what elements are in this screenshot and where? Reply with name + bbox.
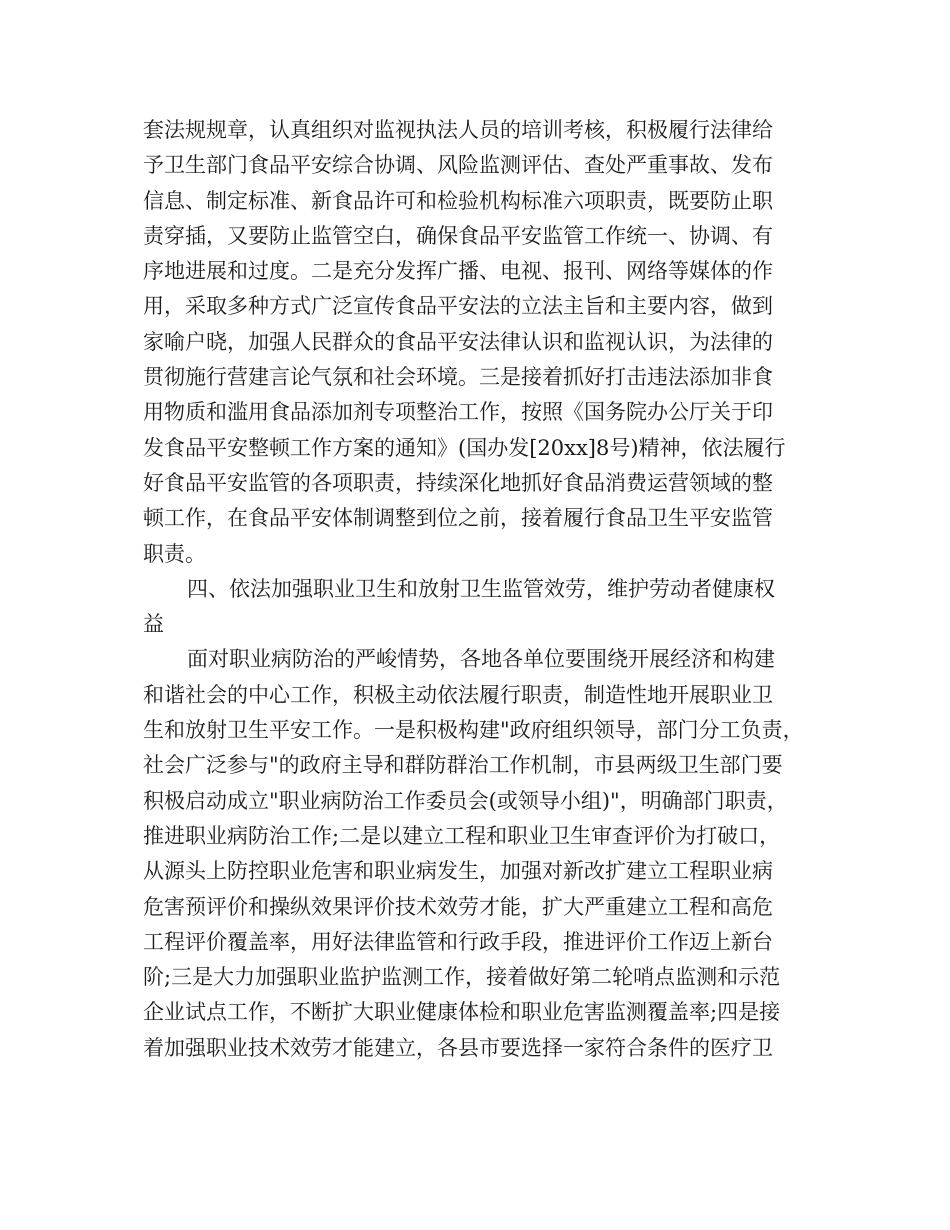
text-line: 积极启动成立"职业病防治工作委员会(或领导小组)"，明确部门职责， (143, 788, 788, 813)
text-line: 贯彻施行营建言论气氛和社会环境。三是接着抓好打击违法添加非食 (143, 365, 773, 390)
text-line: 和谐社会的中心工作，积极主动依法履行职责，制造性地开展职业卫 (143, 682, 773, 707)
text-line: 责穿插，又要防止监管空白，确保食品平安监管工作统一、协调、有 (143, 223, 773, 248)
body-text (143, 113, 823, 1066)
text-line: 阶;三是大力加强职业监护监测工作，接着做好第二轮哨点监测和示范 (143, 965, 781, 990)
text-line: 发食品平安整顿工作方案的通知》(国办发[20xx]8号)精神，依法履行 (143, 435, 786, 460)
text-line: 生和放射卫生平安工作。一是积极构建"政府组织领导，部门分工负责， (143, 718, 804, 743)
section-heading-continued: 益 (143, 612, 164, 637)
text-line: 社会广泛参与"的政府主导和群防群治工作机制，市县两级卫生部门要 (143, 753, 783, 778)
text-line: 推进职业病防治工作;二是以建立工程和职业卫生审查评价为打破口， (143, 823, 781, 848)
text-line: 家喻户晓，加强人民群众的食品平安法律认识和监视认识，为法律的 (143, 329, 773, 354)
text-line: 用，采取多种方式广泛宣传食品平安法的立法主旨和主要内容，做到 (143, 294, 773, 319)
text-line: 着加强职业技术效劳才能建立，各县市要选择一家符合条件的医疗卫 (143, 1035, 773, 1060)
text-line: 从源头上防控职业危害和职业病发生，加强对新改扩建立工程职业病 (143, 859, 773, 884)
text-line: 予卫生部门食品平安综合协调、风险监测评估、查处严重事故、发布 (143, 153, 773, 178)
text-line: 用物质和滥用食品添加剂专项整治工作，按照《国务院办公厅关于印 (143, 400, 773, 425)
section-heading: 四、依法加强职业卫生和放射卫生监管效劳，维护劳动者健康权 (187, 576, 775, 601)
text-line: 工程评价覆盖率，用好法律监管和行政手段，推进评价工作迈上新台 (143, 929, 773, 954)
text-line: 套法规规章，认真组织对监视执法人员的培训考核，积极履行法律给 (143, 118, 773, 142)
text-line: 职责。 (143, 541, 206, 566)
text-line: 面对职业病防治的严峻情势，各地各单位要围绕开展经济和构建 (187, 647, 775, 672)
text-line: 序地进展和过度。二是充分发挥广播、电视、报刊、网络等媒体的作 (143, 259, 773, 284)
text-line: 好食品平安监管的各项职责，持续深化地抓好食品消费运营领域的整 (143, 470, 773, 495)
text-line: 危害预评价和操纵效果评价技术效劳才能，扩大严重建立工程和高危 (143, 894, 773, 919)
text-line: 顿工作，在食品平安体制调整到位之前，接着履行食品卫生平安监管 (143, 506, 773, 531)
text-line: 企业试点工作，不断扩大职业健康体检和职业危害监测覆盖率;四是接 (143, 1000, 781, 1025)
text-line: 信息、制定标准、新食品许可和检验机构标准六项职责，既要防止职 (143, 188, 773, 213)
